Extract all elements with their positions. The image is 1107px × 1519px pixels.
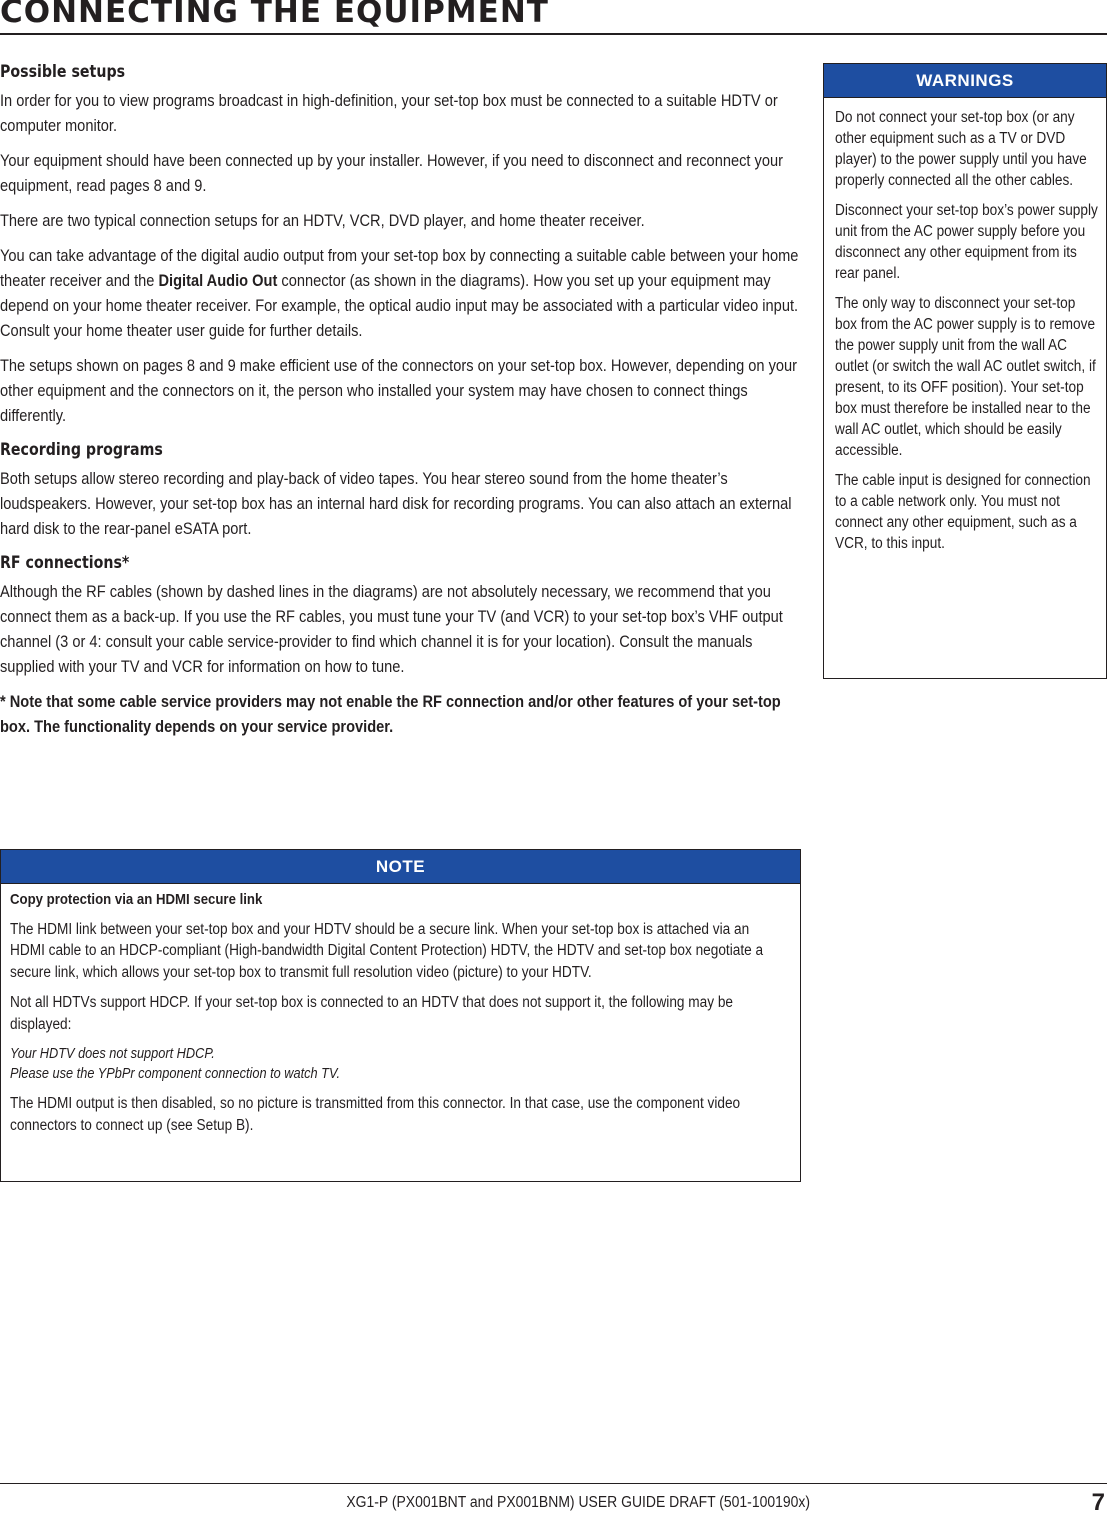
rf-service-note: * Note that some cable service providers may not enable the RF connection and/or other features of your set-top box. The functionality depends on your service provider. [0,692,781,736]
hdcp-message [10,1044,780,1084]
warning-paragraph-4: The cable input is designed for connection to a cable network only. You must not connect any other equipment, such as a VCR, to this input. [835,472,1091,552]
possible-setups-paragraph-1: In order for you to view programs broadcast in high-definition, your set-top box must be connected to a suitable HDTV or computer monitor. [0,91,778,135]
paragraph-4-text-before: You can take advantage of the digital audio output from your set-top box by connecting a suitable cable between your home theater receiver and the [0,246,799,290]
warning-paragraph-2: Disconnect your set-top box’s power supply unit from the AC power supply before you disconnect any other equipment from its rear panel. [835,202,1098,282]
rf-paragraph-1: Although the RF cables (shown by dashed lines in the diagrams) are not absolutely necessary, we recommend that you connect them as a back-up. If you use the RF cables, you must tune your TV (and VCR) to your set-top box’s VHF output channel (3 or 4: consult your cable service-provider to find which channel it is for your location). Consult the manuals supplied with your TV and VCR for information on how to tune. [0,582,783,676]
note-body [1,884,800,1136]
possible-setups-paragraph-2: Your equipment should have been connected up by your installer. However, if you need to disconnect and reconnect your equipment, read pages 8 and 9. [0,151,783,195]
hdcp-message-line-1: Your HDTV does not support HDCP. [10,1046,215,1062]
hdcp-message-line-2: Please use the YPbPr component connection to watch TV. [10,1066,341,1082]
note-box [0,849,801,1182]
note-paragraph-1: The HDMI link between your set-top box and your HDTV should be a secure link. When your set-top box is attached via an HDMI cable to an HDCP-compliant (High-bandwidth Digital Content Protection) HDTV, the HDTV and set-top box negotiate a secure link, which allows your set-top box to transmit full resolution video (picture) to your HDTV. [10,920,764,981]
recording-section [0,438,800,541]
page-number: 7 [1091,1489,1105,1516]
warnings-header: WARNINGS [824,64,1106,98]
possible-setups-paragraph-3: There are two typical connection setups for an HDTV, VCR, DVD player, and home theater receiver. [0,211,645,230]
paragraph-4-text-after: connector (as shown in the diagrams). How you set up your equipment may depend on your home theater receiver. For example, the optical audio input may be associated with a particular video input. Consult your home theater user guide for further details. [0,271,799,340]
warnings-body [824,98,1106,554]
warning-paragraph-1: Do not connect your set-top box (or any other equipment such as a TV or DVD player) to the power supply until you have properly connected all the other cables. [835,109,1087,189]
footer-rule [0,1483,1107,1484]
warning-paragraph-3: The only way to disconnect your set-top box from the AC power supply is to remove the power supply unit from the wall AC outlet (or switch the wall AC outlet switch, if present, to its OFF position). Your set-top box must therefore be installed near to the wall AC outlet, which should be easily accessible. [835,295,1096,459]
note-subtitle: Copy protection via an HDMI secure link [10,891,263,908]
possible-setups-paragraph-4 [0,243,800,343]
rf-heading: RF connections* [0,553,130,572]
note-paragraph-3: The HDMI output is then disabled, so no picture is transmitted from this connector. In that case, use the component video connectors to connect up (see Setup B). [10,1095,741,1134]
note-paragraph-2: Not all HDTVs support HDCP. If your set-top box is connected to an HDTV that does not support it, the following may be displayed: [10,994,734,1033]
footer-text: XG1-P (PX001BNT and PX001BNM) USER GUIDE DRAFT (501-100190x) [346,1494,810,1511]
rf-section [0,551,800,739]
warnings-box [823,63,1107,679]
page-title: CONNECTING THE EQUIPMENT [0,0,549,30]
possible-setups-heading: Possible setups [0,62,126,81]
possible-setups-section [0,60,800,428]
title-rule [0,33,1107,35]
recording-paragraph-1: Both setups allow stereo recording and play-back of video tapes. You hear stereo sound from the home theater’s loudspeakers. However, your set-top box has an internal hard disk for recording programs. You can also attach an external hard disk to the rear-panel eSATA port. [0,469,792,538]
possible-setups-paragraph-5: The setups shown on pages 8 and 9 make efficient use of the connectors on your set-top box. However, depending on your other equipment and the connectors on it, the person who installed your system may have chosen to connect things differently. [0,356,798,425]
digital-audio-out-term: Digital Audio Out [158,271,278,290]
note-header: NOTE [1,850,800,884]
recording-heading: Recording programs [0,440,163,459]
main-column [0,60,800,749]
